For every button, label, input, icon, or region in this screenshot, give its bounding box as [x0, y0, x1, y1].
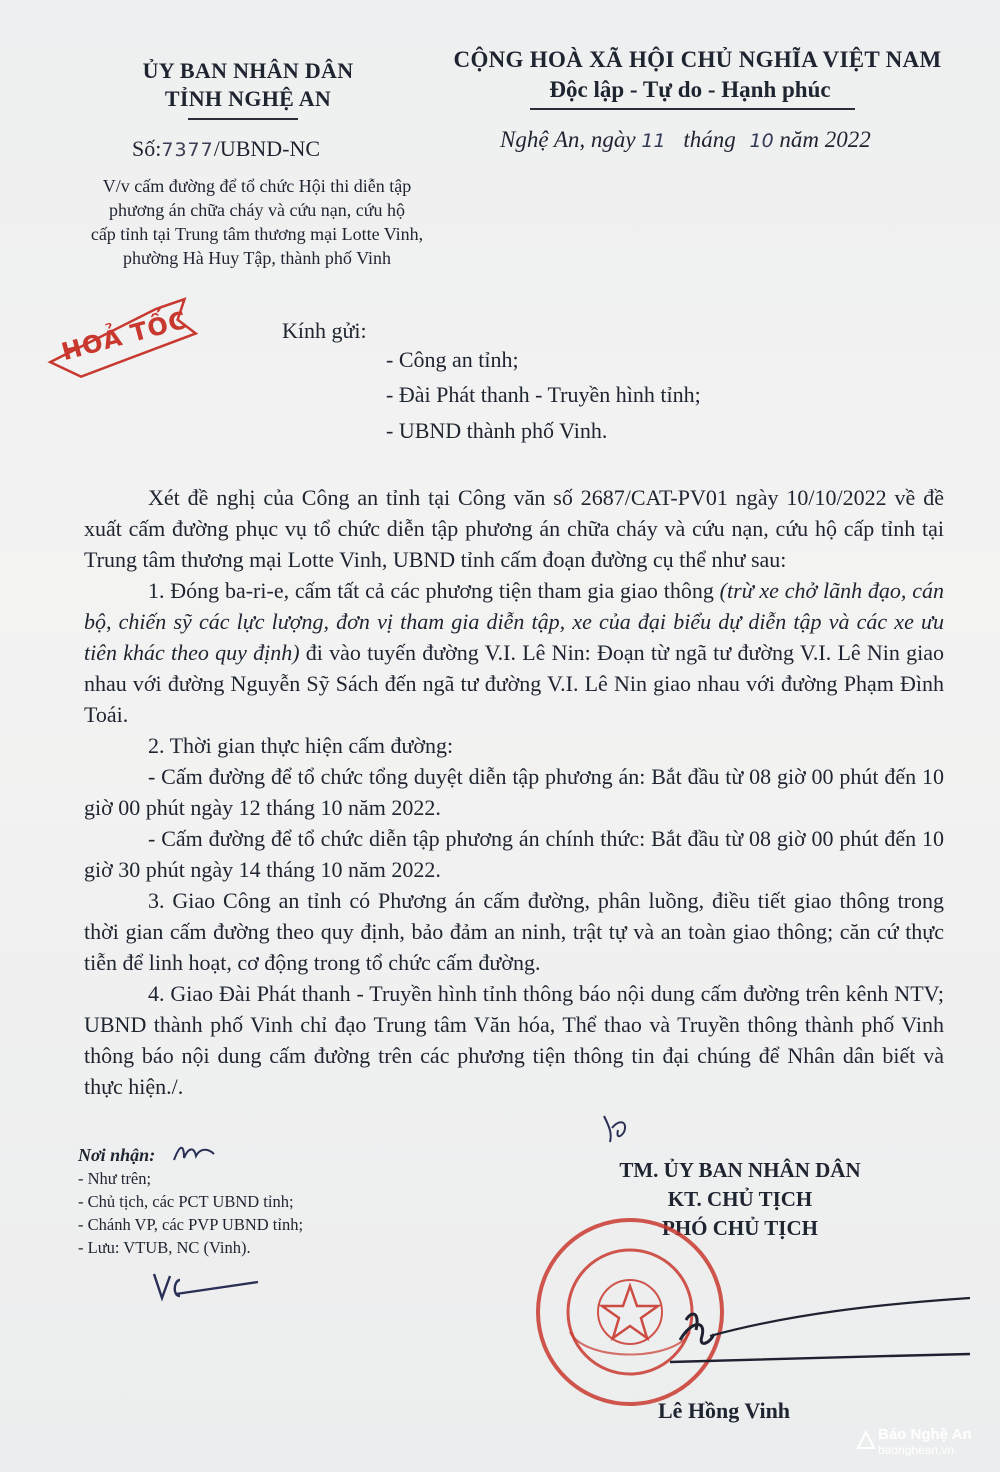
recipient-item: - Như trên;	[78, 1169, 152, 1188]
subject-line: phương án chữa cháy và cứu nạn, cứu hộ	[109, 200, 405, 220]
addressee-item: - Công an tỉnh;	[386, 347, 519, 372]
handwritten-vc-mark-icon	[148, 1268, 268, 1308]
signature-line: TM. ỦY BAN NHÂN DÂN	[619, 1158, 861, 1182]
year-label: năm 2022	[779, 127, 871, 152]
document-number	[132, 136, 320, 162]
body-paragraph: 3. Giao Công an tỉnh có Phương án cấm đường, phân luồng, điều tiết giao thông trong thời gian cấm đường theo quy định, bảo đảm an ninh, trật tự và an toàn giao thông; căn cứ thực tiễn để linh hoạt, cơ động trong tổ chức cấm đường.	[84, 888, 944, 975]
agency-name-line1: ỦY BAN NHÂN DÂN	[142, 58, 354, 83]
nation-motto: Độc lập - Tự do - Hạnh phúc	[549, 77, 831, 102]
subject-block	[62, 174, 452, 270]
handwritten-signature-icon	[640, 1290, 980, 1400]
handwritten-initials-icon	[170, 1140, 220, 1166]
body-paragraph: Xét đề nghị của Công an tỉnh tại Công văn số 2687/CAT-PV01 ngày 10/10/2022 về đề xuất cấm đường phục vụ tổ chức diễn tập phương án chữa cháy và cứu nạn, cứu hộ cấp tỉnh tại Trung tâm thương mại Lotte Vinh, UBND tỉnh cấm đoạn đường cụ thể như sau:	[84, 485, 944, 572]
date-month: 10	[749, 130, 774, 152]
clause-1-text: 1. Đóng ba-ri-e, cấm tất cả các phương tiện tham gia giao thông	[148, 578, 720, 603]
date-day: 11	[641, 130, 666, 152]
place-label: Nghệ An, ngày	[500, 127, 636, 152]
subject-line: V/v cấm đường để tổ chức Hội thi diễn tập	[102, 176, 412, 196]
body-paragraph: 4. Giao Đài Phát thanh - Truyền hình tỉnh thông báo nội dung cấm đường trên kênh NTV; UBND thành phố Vinh chỉ đạo Trung tâm Văn hóa, Thể thao và Truyền thông thành phố Vinh thông báo nội dung cấm đường trên các phương tiện thông tin đại chúng để Nhân dân biết và thực hiện./.	[84, 981, 944, 1099]
watermark-name: Báo Nghệ An	[878, 1426, 972, 1443]
watermark-site: baonghean.vn	[878, 1443, 955, 1457]
nation-title: CỘNG HOÀ XÃ HỘI CHỦ NGHĨA VIỆT NAM	[453, 47, 942, 72]
month-label: tháng	[683, 127, 736, 152]
place-date	[500, 127, 871, 153]
agency-name-line2: TỈNH NGHỆ AN	[164, 86, 332, 111]
doc-no-prefix: Số:	[132, 136, 162, 161]
urgent-stamp-text: HOẢ TỐC	[58, 305, 191, 367]
clause-1-exception: (trừ xe chở lãnh đạo, cán bộ, chiến sỹ các lực lượng, đơn vị tham gia diễn tập, xe của đại biểu dự diễn tập và các xe ưu tiên khác theo quy định)	[84, 578, 944, 665]
recipient-item: - Chủ tịch, các PCT UBND tỉnh;	[78, 1192, 294, 1211]
watermark	[878, 1426, 988, 1457]
document-body	[84, 482, 944, 1102]
body-paragraph: - Cấm đường để tổ chức tổng duyệt diễn tập phương án: Bắt đầu từ 08 giờ 00 phút đến 10 giờ 00 phút ngày 12 tháng 10 năm 2022.	[84, 764, 944, 820]
initial-mark-icon	[598, 1108, 638, 1148]
subject-line: phường Hà Huy Tập, thành phố Vinh	[122, 248, 391, 268]
body-paragraph: - Cấm đường để tổ chức diễn tập phương án chính thức: Bắt đầu từ 08 giờ 00 phút đến 10 giờ 30 phút ngày 14 tháng 10 năm 2022.	[84, 826, 944, 882]
doc-no-handwritten: 7377	[161, 139, 214, 161]
recipient-item: - Lưu: VTUB, NC (Vinh).	[78, 1238, 251, 1257]
recipient-item: - Chánh VP, các PVP UBND tỉnh;	[78, 1215, 304, 1234]
subject-line: cấp tỉnh tại Trung tâm thương mại Lotte Vinh,	[90, 224, 424, 244]
addressee-label: Kính gửi:	[282, 318, 367, 343]
body-paragraph	[84, 575, 944, 730]
addressee-item: - Đài Phát thanh - Truyền hình tỉnh;	[386, 382, 701, 407]
recipients-title: Nơi nhận:	[78, 1145, 156, 1165]
signer-name: Lê Hồng Vinh	[658, 1398, 791, 1423]
clause-1-route: đi vào tuyến đường V.I. Lê Nin: Đoạn từ ngã tư đường V.I. Lê Nin giao nhau với đường Nguyễn Sỹ Sách đến ngã tư đường V.I. Lê Nin giao nhau với đường Phạm Đình Toái.	[84, 640, 944, 727]
addressee-item: - UBND thành phố Vinh.	[386, 418, 608, 443]
motto-underline	[530, 108, 855, 110]
body-paragraph: 2. Thời gian thực hiện cấm đường:	[148, 733, 454, 758]
recipients-block	[78, 1144, 398, 1259]
agency-underline	[188, 118, 298, 120]
doc-no-suffix: /UBND-NC	[213, 136, 321, 161]
signature-line: KT. CHỦ TỊCH	[667, 1187, 813, 1211]
newspaper-logo-icon	[856, 1430, 876, 1450]
urgent-stamp	[49, 303, 200, 369]
signature-line: PHÓ CHỦ TỊCH	[662, 1216, 818, 1240]
